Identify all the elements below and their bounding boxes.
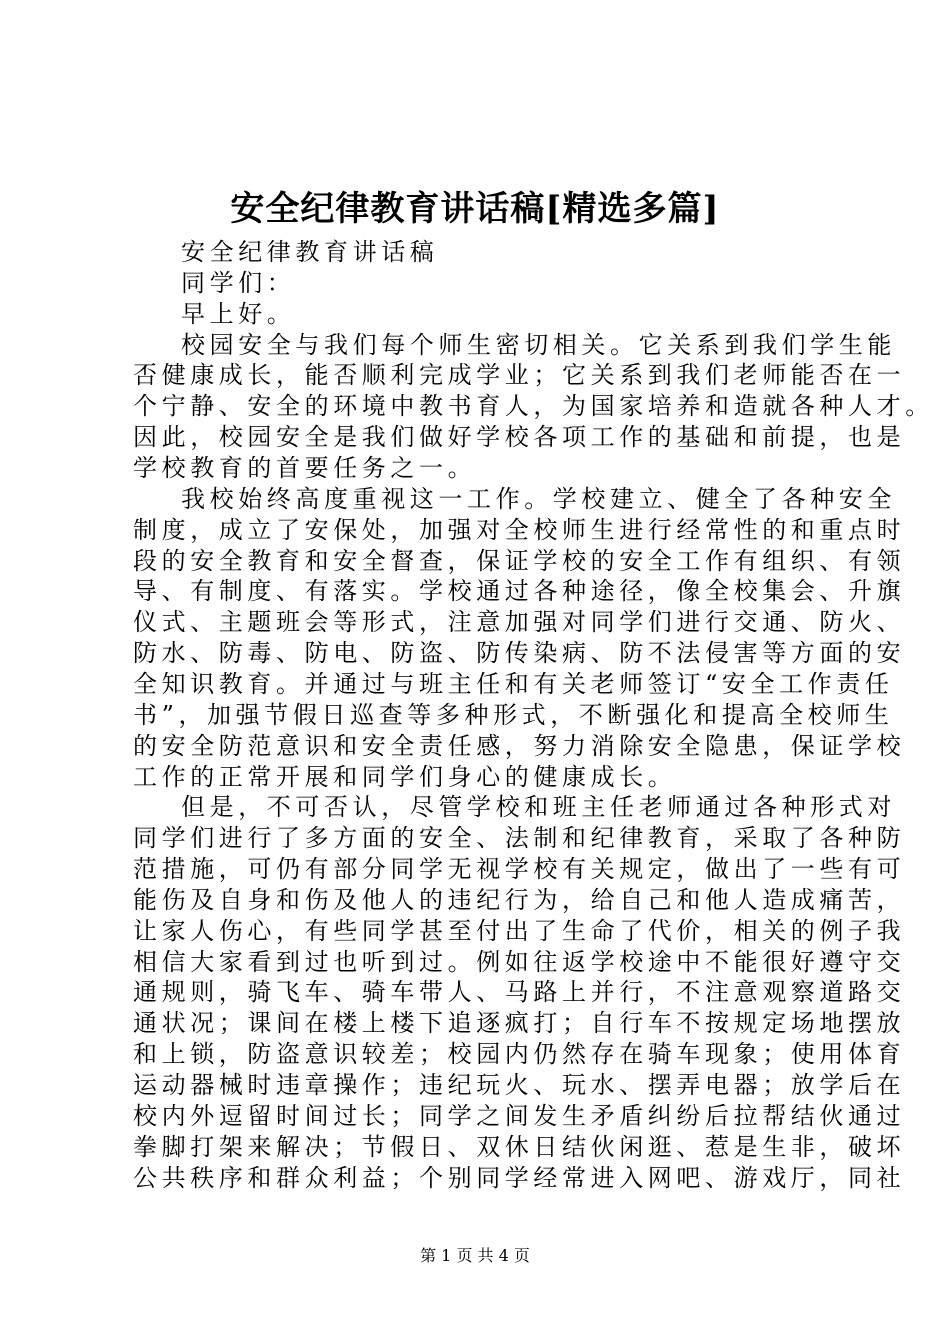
body-line: 安全纪律教育讲话稿	[181, 238, 439, 266]
body-line: 同学们进行了多方面的安全、法制和纪律教育，采取了各种防	[133, 824, 906, 853]
document-title: 安全纪律教育讲话稿[精选多篇]	[230, 189, 720, 229]
body-line: 能伤及自身和伤及他人的违纪行为，给自己和他人造成痛苦，	[133, 885, 906, 914]
body-line: 运动器械时违章操作；违纪玩火、玩水、摆弄电器；放学后在	[133, 1071, 906, 1099]
body-line: 早上好。	[181, 299, 296, 328]
body-line: 拳脚打架来解决；节假日、双休日结伙闲逛、惹是生非，破坏	[133, 1132, 906, 1161]
body-line: 仪式、主题班会等形式，注意加强对同学们进行交通、防火、	[133, 608, 906, 637]
body-line: 书”，加强节假日巡查等多种形式，不断强化和提高全校师生	[133, 700, 894, 729]
body-line: 学校教育的首要任务之一。	[133, 454, 477, 482]
body-line: 范措施，可仍有部分同学无视学校有关规定，做出了一些有可	[133, 855, 906, 883]
body-line: 工作的正常开展和同学们身心的健康成长。	[133, 762, 677, 791]
body-line: 防水、防毒、防电、防盗、防传染病、防不法侵害等方面的安	[133, 639, 906, 667]
body-line: 全知识教育。并通过与班主任和有关老师签订“安全工作责任	[133, 669, 894, 698]
body-line: 让家人伤心，有些同学甚至付出了生命了代价，相关的例子我	[133, 916, 906, 945]
body-line: 相信大家看到过也听到过。例如往返学校途中不能很好遵守交	[133, 947, 906, 976]
body-line: 否健康成长，能否顺利完成学业；它关系到我们老师能否在一	[133, 361, 906, 390]
body-line: 的安全防范意识和安全责任感，努力消除安全隐患，保证学校	[133, 731, 906, 760]
body-line: 但是，不可否认，尽管学校和班主任老师通过各种形式对	[181, 793, 896, 822]
body-line: 我校始终高度重视这一工作。学校建立、健全了各种安全	[181, 484, 896, 513]
body-line: 校园安全与我们每个师生密切相关。它关系到我们学生能	[181, 330, 896, 359]
body-line: 和上锁，防盗意识较差；校园内仍然存在骑车现象；使用体育	[133, 1040, 906, 1069]
body-line: 校内外逗留时间过长；同学之间发生矛盾纠纷后拉帮结伙通过	[133, 1101, 906, 1130]
body-line: 同学们：	[181, 268, 296, 297]
body-line: 个宁静、安全的环境中教书育人，为国家培养和造就各种人才。	[133, 392, 934, 421]
body-line: 公共秩序和群众利益；个别同学经常进入网吧、游戏厅，同社	[133, 1163, 906, 1192]
body-line: 段的安全教育和安全督查，保证学校的安全工作有组织、有领	[133, 546, 906, 575]
body-line: 因此，校园安全是我们做好学校各项工作的基础和前提，也是	[133, 423, 906, 452]
body-line: 通规则，骑飞车、骑车带人、马路上并行，不注意观察道路交	[133, 978, 906, 1007]
body-line: 制度，成立了安保处，加强对全校师生进行经常性的和重点时	[133, 515, 906, 544]
page-number: 第 1 页 共 4 页	[420, 1246, 530, 1265]
body-line: 通状况；课间在楼上楼下追逐疯打；自行车不按规定场地摆放	[133, 1009, 906, 1038]
body-line: 导、有制度、有落实。学校通过各种途径，像全校集会、升旗	[133, 577, 906, 606]
